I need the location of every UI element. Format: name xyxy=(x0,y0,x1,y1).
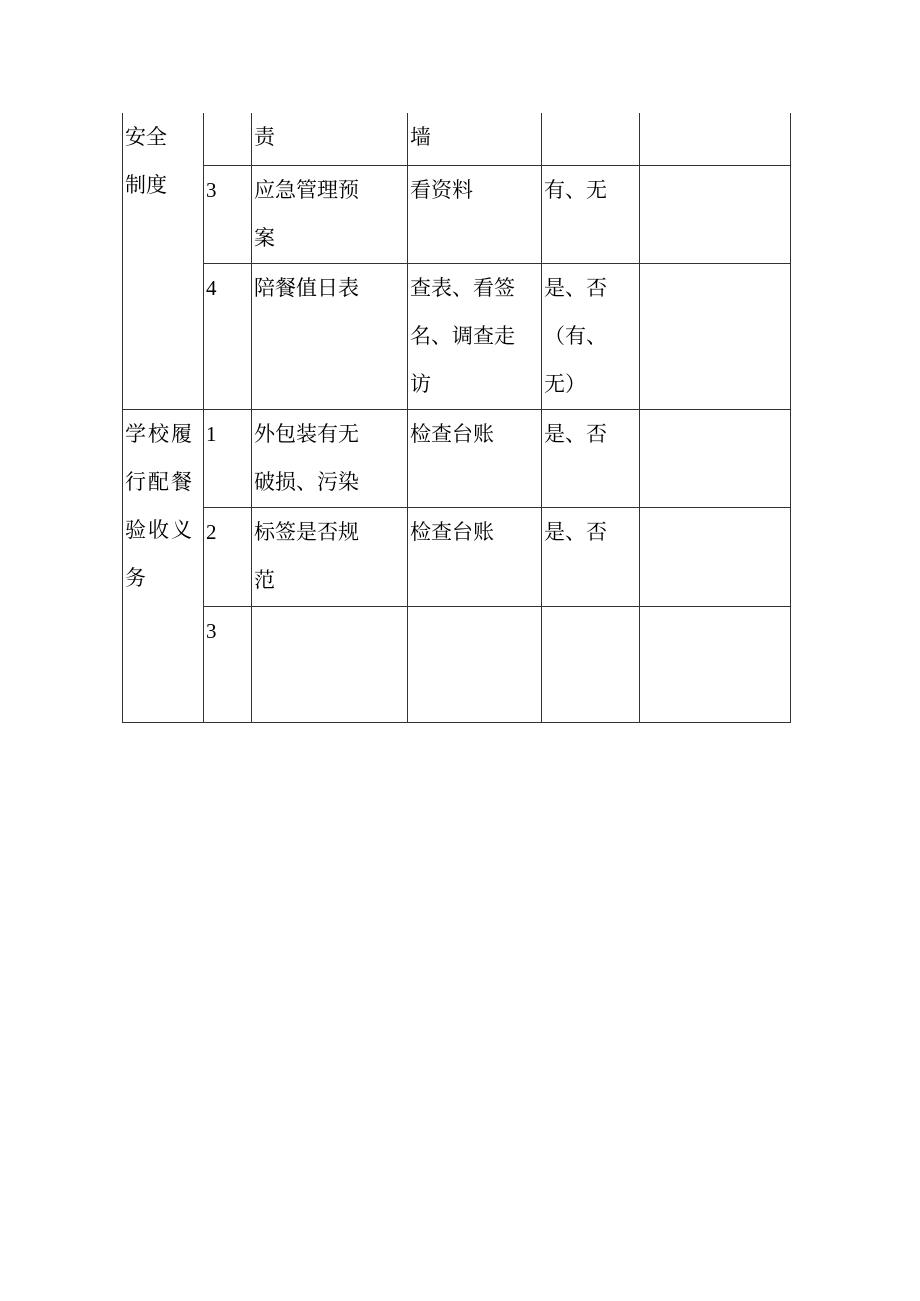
method-text: 检查台账 xyxy=(410,422,494,447)
item-text: 外包装有无 破损、污染 xyxy=(254,422,359,495)
method-cell xyxy=(408,606,542,722)
answer-cell xyxy=(542,113,640,165)
method-cell xyxy=(408,263,542,409)
answer-text: 是、否 xyxy=(544,422,607,447)
category-label: 安全 制度 xyxy=(125,125,167,197)
row-number: 2 xyxy=(204,508,252,606)
item-text: 陪餐值日表 xyxy=(254,275,359,300)
item-cell xyxy=(252,508,408,606)
inspection-table-container xyxy=(122,113,790,723)
item-cell xyxy=(252,263,408,409)
answer-text: 是、否 xyxy=(544,520,607,545)
table-row xyxy=(123,410,791,508)
table-row xyxy=(123,113,791,165)
method-cell xyxy=(408,508,542,606)
method-cell xyxy=(408,165,542,263)
item-cell xyxy=(252,410,408,508)
table-row xyxy=(123,508,791,606)
category-label: 学校履 行配餐 验收义 务 xyxy=(125,422,194,591)
method-cell xyxy=(408,113,542,165)
answer-cell xyxy=(542,165,640,263)
method-text: 查表、看签 名、调查走 访 xyxy=(410,275,515,396)
table-row xyxy=(123,606,791,722)
answer-cell xyxy=(542,410,640,508)
method-text: 墙 xyxy=(410,125,431,149)
answer-cell xyxy=(542,606,640,722)
inspection-table xyxy=(122,113,791,723)
method-text: 检查台账 xyxy=(410,520,494,545)
item-text: 责 xyxy=(254,125,275,149)
answer-text: 是、否 （有、 无） xyxy=(544,275,607,396)
item-cell xyxy=(252,113,408,165)
answer-text: 有、无 xyxy=(544,177,607,202)
category-cell xyxy=(123,113,204,410)
row-number: 1 xyxy=(204,410,252,508)
remark-cell xyxy=(640,410,791,508)
category-cell xyxy=(123,410,204,723)
method-cell xyxy=(408,410,542,508)
method-text: 看资料 xyxy=(410,177,473,202)
item-text: 标签是否规 范 xyxy=(254,520,359,593)
item-cell xyxy=(252,606,408,722)
table-row xyxy=(123,165,791,263)
remark-cell xyxy=(640,113,791,165)
remark-cell xyxy=(640,606,791,722)
remark-cell xyxy=(640,263,791,409)
remark-cell xyxy=(640,508,791,606)
answer-cell xyxy=(542,508,640,606)
remark-cell xyxy=(640,165,791,263)
row-number: 4 xyxy=(204,263,252,409)
item-cell xyxy=(252,165,408,263)
table-row xyxy=(123,263,791,409)
item-text: 应急管理预 案 xyxy=(254,177,359,250)
answer-cell xyxy=(542,263,640,409)
row-number: 3 xyxy=(204,165,252,263)
row-number: 3 xyxy=(204,606,252,722)
row-number xyxy=(204,113,252,165)
